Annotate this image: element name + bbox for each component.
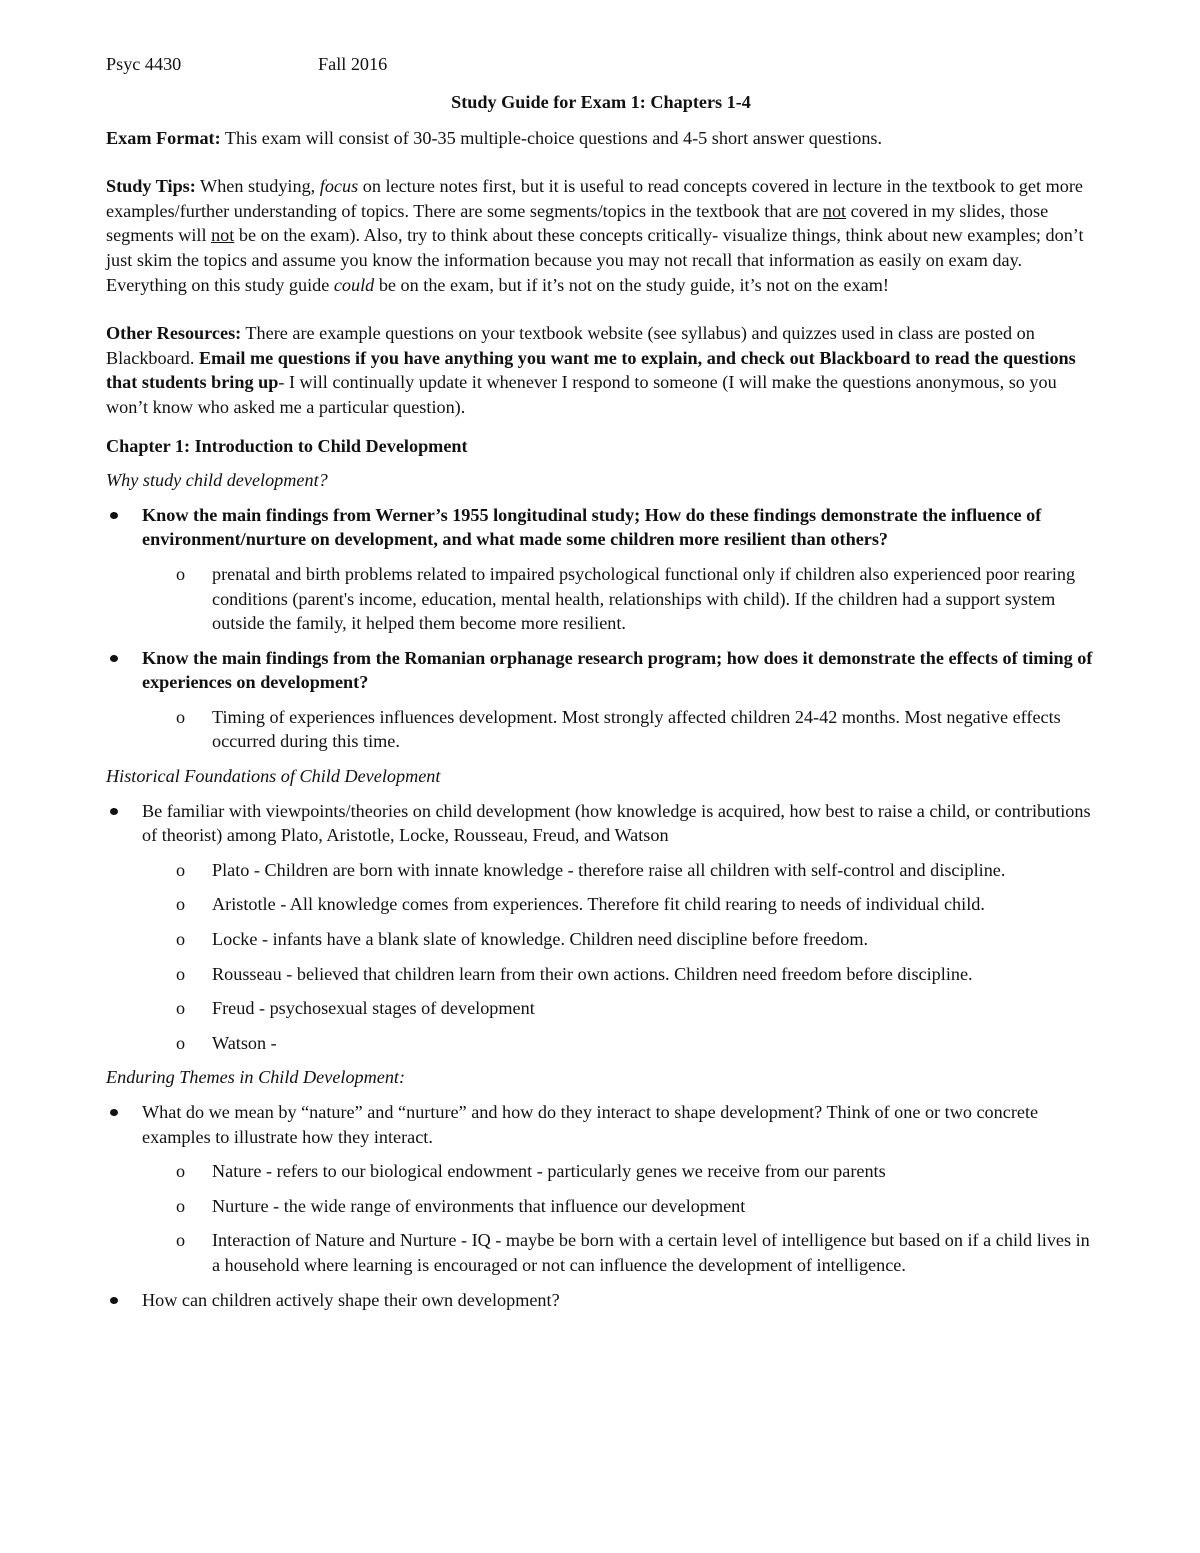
- bullet-icon: [110, 808, 118, 815]
- section-heading: Enduring Themes in Child Development:: [106, 1067, 406, 1088]
- circle-bullet-icon: o: [176, 859, 186, 880]
- course-code: Psyc 4430: [106, 54, 182, 74]
- answer-list: [142, 1159, 1096, 1277]
- other-resources-text: There are example questions on your textbook website (see syllabus) and quizzes used in class are posted on Blackboard.: [106, 323, 1035, 368]
- circle-bullet-icon: o: [176, 1032, 186, 1053]
- section-heading: Why study child development?: [106, 470, 328, 491]
- answer-item: [106, 1031, 1096, 1056]
- answer-list: [142, 858, 1096, 1056]
- answer-list: [142, 705, 1096, 754]
- exam-format-text: This exam will consist of 30-35 multiple-choice questions and 4-5 short answer questions.: [220, 127, 883, 148]
- circle-bullet-icon: o: [176, 894, 186, 915]
- list-item: [106, 1288, 1096, 1313]
- study-tips-text: be on the exam, but if it’s not on the study guide, it’s not on the exam!: [374, 274, 889, 295]
- bullet-icon: [110, 655, 118, 662]
- list-item: [106, 1100, 1096, 1278]
- exam-format-paragraph: [106, 126, 1096, 151]
- answer-text: Nurture - the wide range of environments that influence our development: [212, 1195, 746, 1216]
- bullet-icon: [110, 1109, 118, 1116]
- answer-item: [106, 892, 1096, 917]
- term: Fall 2016: [318, 54, 388, 74]
- answer-text: Interaction of Nature and Nurture - IQ - maybe be born with a certain level of intelligence but based on if a child lives in a household where learning is encouraged or not can influence the development of intelligence.: [212, 1230, 1090, 1275]
- question-text: Be familiar with viewpoints/theories on child development (how knowledge is acquired, how best to raise a child, or contributions of theorist) among Plato, Aristotle, Locke, Rousseau, Freud, and Watson: [142, 800, 1091, 846]
- answer-text: Rousseau - believed that children learn from their own actions. Children need freedom before discipline.: [212, 963, 973, 984]
- exam-format-label: Exam Format:: [106, 127, 221, 148]
- answer-item: [106, 962, 1096, 987]
- question-text: Know the main findings from the Romanian orphanage research program; how does it demonstrate the effects of timing of experiences on development?: [142, 647, 1093, 693]
- list-item: [106, 799, 1096, 1056]
- answer-text: Timing of experiences influences development. Most strongly affected children 24-42 months. Most negative effects occurred during this time.: [212, 706, 1061, 752]
- page-title: Study Guide for Exam 1: Chapters 1-4: [451, 92, 751, 112]
- bullet-icon: [110, 1297, 118, 1304]
- other-resources-paragraph: [106, 321, 1096, 419]
- section-heading: Historical Foundations of Child Development: [106, 766, 441, 787]
- answer-text: Aristotle - All knowledge comes from experiences. Therefore fit child rearing to needs of individual child.: [212, 894, 985, 915]
- question-list: [106, 503, 1096, 754]
- circle-bullet-icon: o: [176, 1161, 186, 1182]
- answer-item: [106, 996, 1096, 1021]
- emphasis-not: not: [822, 200, 847, 221]
- question-text: How can children actively shape their own development?: [142, 1289, 560, 1310]
- answer-item: [106, 1159, 1096, 1184]
- answer-text: Freud - psychosexual stages of development: [212, 998, 535, 1019]
- answer-text: Locke - infants have a blank slate of knowledge. Children need discipline before freedom.: [212, 929, 869, 950]
- emphasis-focus: focus: [319, 176, 359, 197]
- answer-list: [142, 562, 1096, 636]
- chapter-1-heading: Chapter 1: Introduction to Child Development: [106, 435, 468, 456]
- answer-item: [106, 1228, 1096, 1277]
- emphasis-not: not: [211, 225, 235, 246]
- circle-bullet-icon: o: [176, 1230, 186, 1251]
- answer-text: prenatal and birth problems related to impaired psychological functional only if children also experienced poor rearing conditions (parent's income, education, mental health, relationships with child). If the children had a support system outside the family, it helped them become more resilient.: [212, 563, 1076, 634]
- circle-bullet-icon: o: [176, 563, 186, 584]
- question-list: [106, 1100, 1096, 1312]
- answer-item: [106, 1194, 1096, 1219]
- circle-bullet-icon: o: [176, 706, 186, 727]
- other-resources-label: Other Resources:: [106, 323, 242, 344]
- circle-bullet-icon: o: [176, 1195, 186, 1216]
- question-text: What do we mean by “nature” and “nurture” and how do they interact to shape development? Think of one or two concrete examples to illustrate how they interact.: [142, 1102, 1039, 1147]
- answer-item: [106, 562, 1096, 636]
- emphasis-could: could: [333, 274, 375, 295]
- document-page: [106, 52, 1096, 1312]
- document-header: [106, 52, 1096, 78]
- circle-bullet-icon: o: [176, 929, 186, 950]
- answer-item: [106, 927, 1096, 952]
- study-tips-paragraph: [106, 174, 1096, 297]
- list-item: [106, 646, 1096, 754]
- answer-item: [106, 858, 1096, 883]
- answer-text: Nature - refers to our biological endowment - particularly genes we receive from our parents: [212, 1161, 886, 1182]
- answer-item: [106, 705, 1096, 754]
- answer-text: Plato - Children are born with innate knowledge - therefore raise all children with self-control and discipline.: [212, 859, 1006, 880]
- bullet-icon: [110, 512, 118, 519]
- study-tips-text: on lecture notes first, but it is useful to read concepts covered in lecture in the textbook to get more examples/further understanding of topics. There are some segments/topics in the textbook that are: [106, 176, 1083, 221]
- question-text: Know the main findings from Werner’s 1955 longitudinal study; How do these findings demonstrate the influence of environment/nurture on development, and what made some children more resilient than others?: [142, 504, 1042, 550]
- circle-bullet-icon: o: [176, 998, 186, 1019]
- study-tips-label: Study Tips:: [106, 176, 196, 197]
- study-tips-text: When studying,: [195, 176, 320, 197]
- study-tips-text: covered in my slides, those segments will: [106, 200, 1049, 246]
- question-list: [106, 799, 1096, 1056]
- list-item: [106, 503, 1096, 636]
- study-tips-text: be on the exam). Also, try to think about these concepts critically- visualize things, think about new examples; don’t just skim the topics and assume you know the information because you may not recall that information as easily on exam day. Everything on this study guide: [106, 225, 1084, 295]
- other-resources-emphasis: Email me questions if you have anything you want me to explain, and check out Blackboard to read the questions that students bring up: [106, 347, 1076, 393]
- other-resources-text: - I will continually update it whenever I respond to someone (I will make the questions anonymous, so you won’t know who asked me a particular question).: [106, 372, 1057, 417]
- circle-bullet-icon: o: [176, 963, 186, 984]
- answer-text: Watson -: [212, 1032, 277, 1053]
